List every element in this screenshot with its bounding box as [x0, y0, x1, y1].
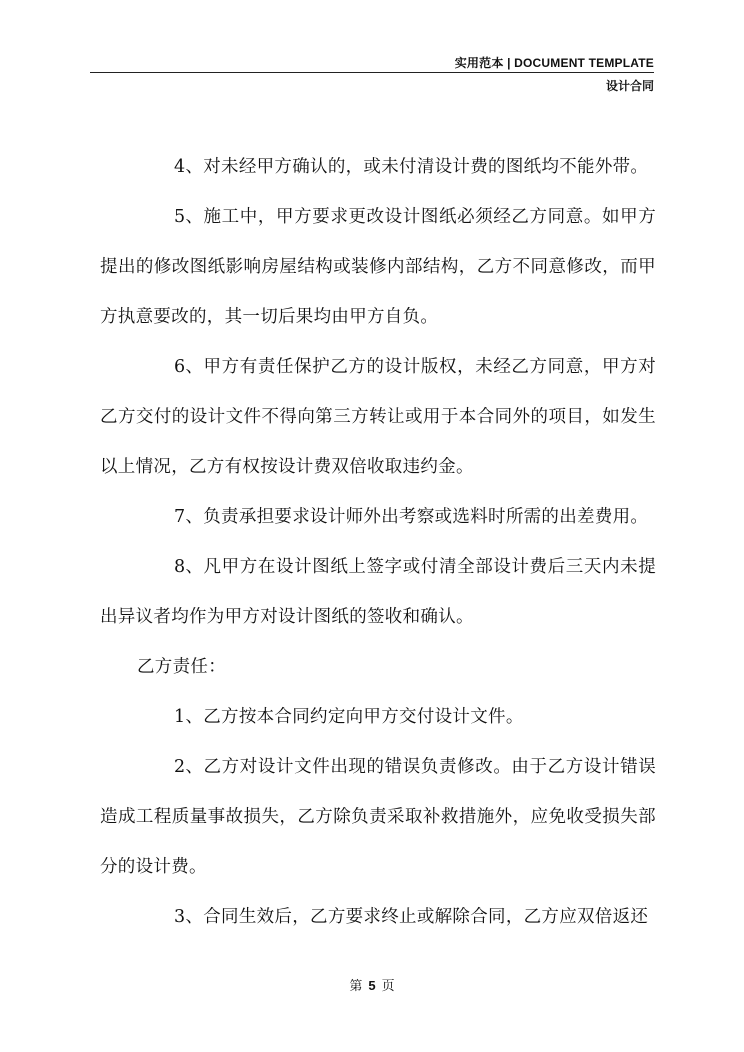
- paragraph-text: 负责承担要求设计师外出考察或选料时所需的出差费用。: [203, 507, 649, 527]
- paragraph-number: 2、: [174, 757, 204, 777]
- paragraph-text: 乙方对设计文件出现的错误负责修改。由于乙方设计错误造成工程质量事故损失，乙方除负责采取补救措施外，应免收受损失部分的设计费。: [100, 757, 656, 877]
- header-title: 实用范本 | DOCUMENT TEMPLATE: [454, 56, 654, 70]
- paragraph-7: [100, 492, 656, 542]
- header-divider: [90, 72, 654, 73]
- paragraph-text: 甲方有责任保护乙方的设计版权，未经乙方同意，甲方对乙方交付的设计文件不得向第三方转让或用于本合同外的项目，如发生以上情况，乙方有权按设计费双倍收取违约金。: [100, 357, 656, 477]
- paragraph-8: [100, 542, 656, 642]
- paragraph-number: 3、: [174, 907, 204, 927]
- header-subtitle: 设计合同: [605, 79, 654, 93]
- paragraph-4: [100, 142, 656, 192]
- paragraph-number: 6、: [174, 357, 204, 377]
- paragraph-text: 对未经甲方确认的，或未付清设计费的图纸均不能外带。: [203, 157, 649, 177]
- section-heading-party-b: [100, 642, 656, 692]
- paragraph-number: 7、: [174, 507, 204, 527]
- paragraph-6: [100, 342, 656, 492]
- page-number: 5: [368, 978, 376, 993]
- paragraph-text: 合同生效后，乙方要求终止或解除合同，乙方应双倍返还: [203, 907, 649, 927]
- footer-suffix: 页: [381, 979, 395, 994]
- section-heading-text: 乙方责任：: [137, 657, 226, 677]
- paragraph-number: 8、: [174, 557, 204, 577]
- paragraph-b3: [100, 892, 656, 942]
- paragraph-text: 乙方按本合同约定向甲方交付设计文件。: [203, 707, 524, 727]
- page-footer: [0, 975, 744, 994]
- paragraph-5: [100, 192, 656, 342]
- paragraph-text: 凡甲方在设计图纸上签字或付清全部设计费后三天内未提出异议者均作为甲方对设计图纸的签收和确认。: [100, 557, 656, 627]
- paragraph-b1: [100, 692, 656, 742]
- document-body: [100, 142, 656, 942]
- paragraph-number: 5、: [174, 207, 204, 227]
- footer-prefix: 第: [349, 979, 363, 994]
- paragraph-b2: [100, 742, 656, 892]
- paragraph-number: 1、: [174, 707, 204, 727]
- paragraph-text: 施工中，甲方要求更改设计图纸必须经乙方同意。如甲方提出的修改图纸影响房屋结构或装修内部结构，乙方不同意修改，而甲方执意要改的，其一切后果均由甲方自负。: [100, 207, 656, 327]
- paragraph-number: 4、: [174, 157, 204, 177]
